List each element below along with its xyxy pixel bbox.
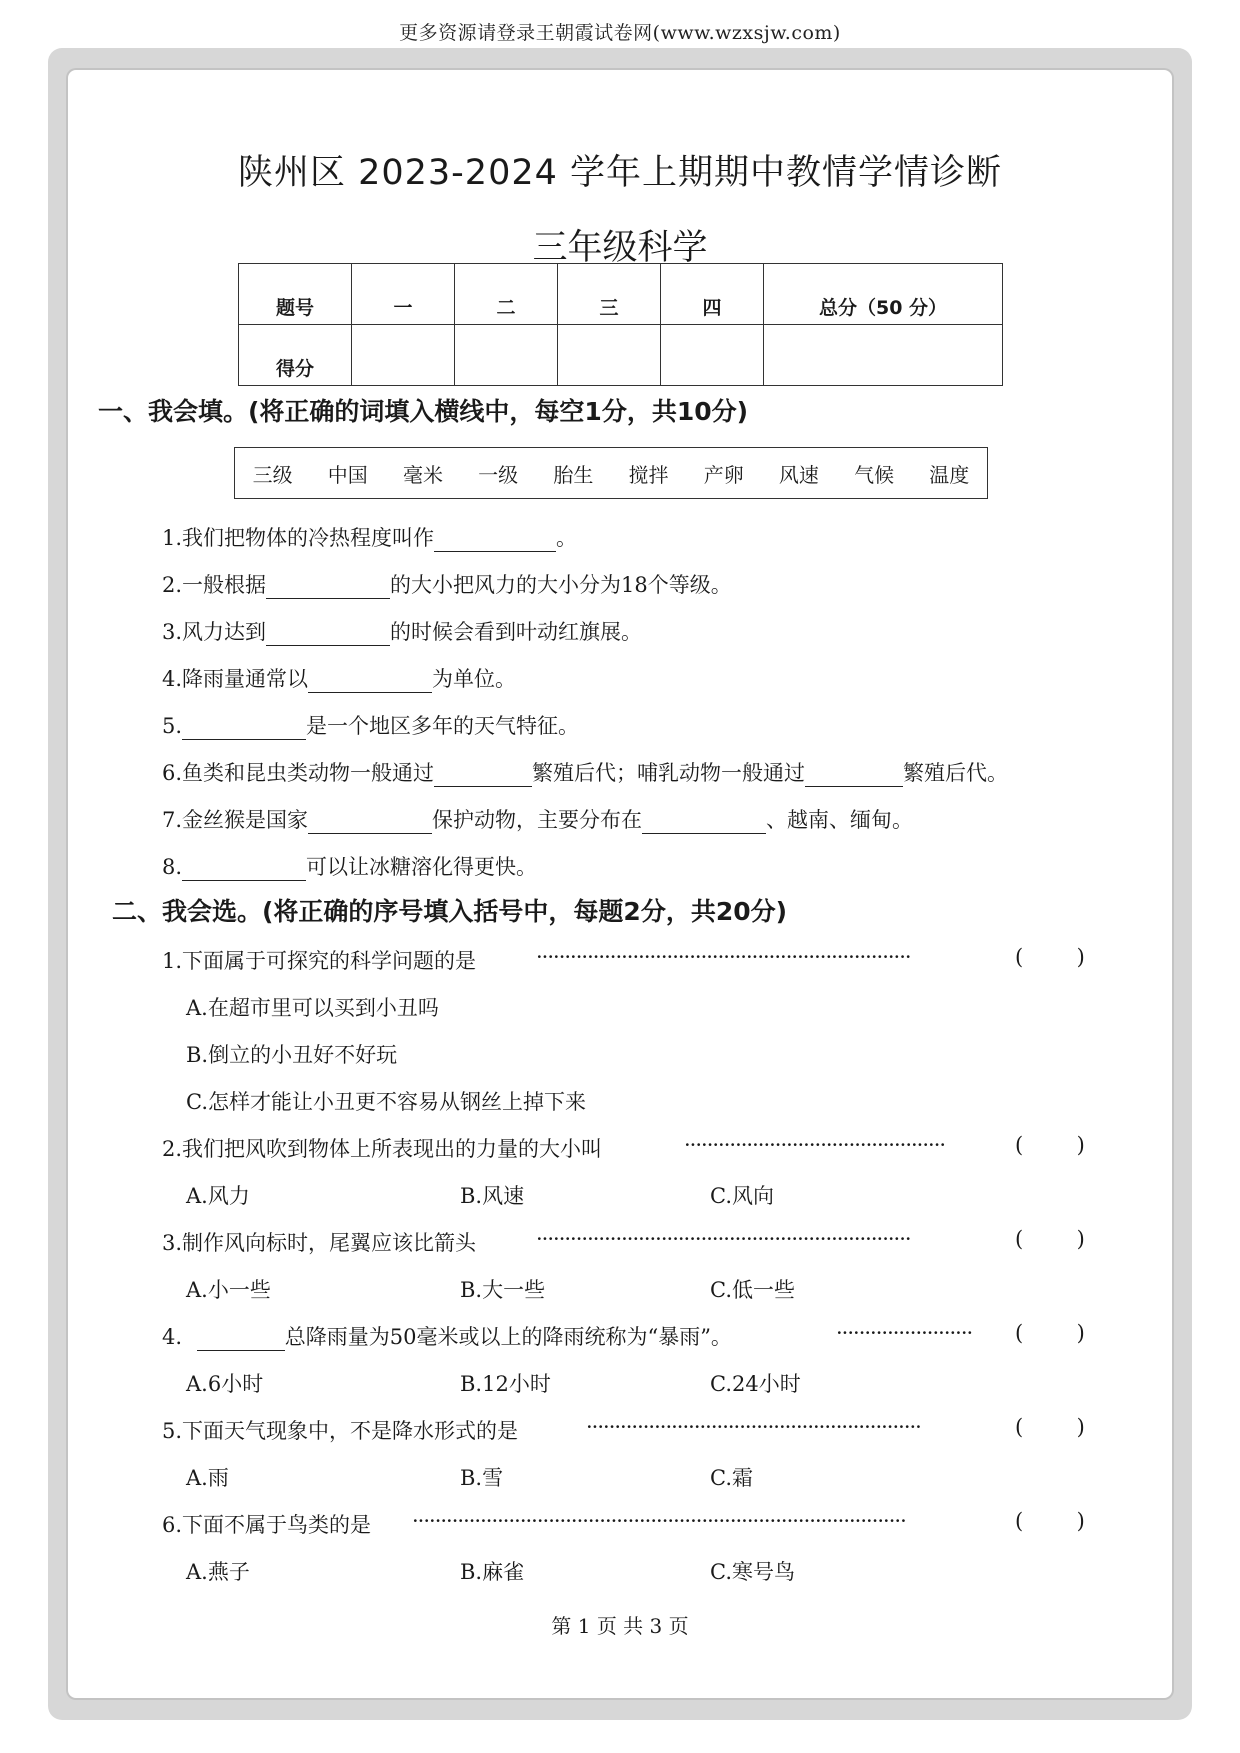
score-header-cell: 总分（50 分） bbox=[764, 264, 1003, 325]
score-header-cell: 四 bbox=[661, 264, 764, 325]
choice-option[interactable]: C.24小时 bbox=[710, 1372, 801, 1396]
choice-question-5: 5.下面天气现象中，不是降水形式的是 bbox=[162, 1419, 519, 1443]
word-bank-item: 毫米 bbox=[402, 462, 443, 487]
score-cell[interactable] bbox=[558, 325, 661, 386]
choice-question-1: 1.下面属于可探究的科学问题的是 bbox=[162, 949, 477, 973]
choice-option[interactable]: C.风向 bbox=[710, 1184, 774, 1208]
score-header-cell: 题号 bbox=[239, 264, 352, 325]
choice-option[interactable]: B.大一些 bbox=[460, 1278, 546, 1302]
score-row-label: 得分 bbox=[239, 325, 352, 386]
word-bank bbox=[234, 447, 988, 499]
leader-dots: ··························································· bbox=[586, 1415, 921, 1439]
word-bank-item: 胎生 bbox=[553, 462, 594, 487]
fill-question-8 bbox=[162, 851, 537, 881]
score-cell[interactable] bbox=[352, 325, 455, 386]
answer-blank[interactable] bbox=[308, 810, 432, 834]
question-text: 、越南、缅甸。 bbox=[766, 808, 914, 832]
fill-question-2 bbox=[162, 569, 732, 599]
answer-blank[interactable] bbox=[197, 1327, 285, 1351]
fill-question-4 bbox=[162, 663, 516, 693]
choice-option[interactable]: B.雪 bbox=[460, 1466, 504, 1490]
word-bank-item: 气候 bbox=[854, 462, 895, 487]
fill-question-1 bbox=[162, 522, 577, 552]
question-text: 繁殖后代。 bbox=[903, 761, 1009, 785]
answer-blank[interactable] bbox=[434, 528, 556, 552]
question-text: 1.我们把物体的冷热程度叫作 bbox=[162, 526, 435, 550]
section2-heading: 二、我会选。(将正确的序号填入括号中，每题2分，共20分) bbox=[112, 897, 788, 926]
question-text: 4.降雨量通常以 bbox=[162, 667, 309, 691]
choice-question-6: 6.下面不属于鸟类的是 bbox=[162, 1513, 372, 1537]
question-text: 为单位。 bbox=[432, 667, 517, 691]
question-text: 繁殖后代；哺乳动物一般通过 bbox=[532, 761, 806, 785]
exam-subtitle: 三年级科学 bbox=[532, 228, 708, 268]
word-bank-item: 产卵 bbox=[703, 462, 744, 487]
fill-question-3 bbox=[162, 616, 642, 646]
fill-question-6 bbox=[162, 757, 1008, 787]
answer-paren[interactable]: ( ) bbox=[1015, 1415, 1085, 1439]
score-header-cell: 一 bbox=[352, 264, 455, 325]
score-cell[interactable] bbox=[661, 325, 764, 386]
score-header-cell: 二 bbox=[455, 264, 558, 325]
answer-paren[interactable]: ( ) bbox=[1015, 1133, 1085, 1157]
page-footer: 第 1 页 共 3 页 bbox=[551, 1614, 689, 1638]
question-text: 是一个地区多年的天气特征。 bbox=[306, 714, 580, 738]
score-table bbox=[238, 263, 1003, 386]
score-cell[interactable] bbox=[455, 325, 558, 386]
question-text: 6.鱼类和昆虫类动物一般通过 bbox=[162, 761, 435, 785]
word-bank-item: 三级 bbox=[252, 462, 293, 487]
question-text: 5. bbox=[162, 714, 183, 738]
choice-option[interactable]: B.倒立的小丑好不好玩 bbox=[186, 1043, 398, 1067]
answer-paren[interactable]: ( ) bbox=[1015, 1321, 1085, 1345]
leader-dots: ·············································· bbox=[684, 1133, 946, 1157]
leader-dots: ·································································· bbox=[536, 945, 911, 969]
choice-option[interactable]: A.燕子 bbox=[186, 1560, 250, 1584]
question-text: 保护动物，主要分布在 bbox=[432, 808, 643, 832]
exam-title: 陕州区 2023-2024 学年上期期中教情学情诊断 bbox=[237, 153, 1003, 193]
word-bank-item: 温度 bbox=[929, 462, 970, 487]
choice-option[interactable]: A.雨 bbox=[186, 1466, 229, 1490]
question-text: 可以让冰糖溶化得更快。 bbox=[306, 855, 538, 879]
choice-option[interactable]: C.怎样才能让小丑更不容易从钢丝上掉下来 bbox=[186, 1090, 586, 1114]
question-text: 的大小把风力的大小分为18个等级。 bbox=[390, 573, 732, 597]
answer-blank[interactable] bbox=[182, 716, 306, 740]
choice-option[interactable]: B.风速 bbox=[460, 1184, 525, 1208]
choice-option[interactable]: B.12小时 bbox=[460, 1372, 551, 1396]
question-text: 的时候会看到叶动红旗展。 bbox=[390, 620, 643, 644]
word-bank-item: 搅拌 bbox=[628, 462, 669, 487]
answer-blank[interactable] bbox=[266, 622, 390, 646]
answer-paren[interactable]: ( ) bbox=[1015, 945, 1085, 969]
score-cell[interactable] bbox=[764, 325, 1003, 386]
question-text: 8. bbox=[162, 855, 183, 879]
answer-paren[interactable]: ( ) bbox=[1015, 1509, 1085, 1533]
choice-option[interactable]: C.霜 bbox=[710, 1466, 753, 1490]
choice-question-4 bbox=[162, 1321, 732, 1351]
answer-blank[interactable] bbox=[308, 669, 432, 693]
word-bank-item: 风速 bbox=[778, 462, 819, 487]
question-text: 3.风力达到 bbox=[162, 620, 267, 644]
choice-option[interactable]: A.6小时 bbox=[186, 1372, 264, 1396]
answer-blank[interactable] bbox=[266, 575, 390, 599]
question-text: 7.金丝猴是国家 bbox=[162, 808, 309, 832]
choice-option[interactable]: B.麻雀 bbox=[460, 1560, 525, 1584]
fill-question-5 bbox=[162, 710, 579, 740]
question-text: 2.一般根据 bbox=[162, 573, 267, 597]
question-number: 4. bbox=[162, 1325, 183, 1349]
choice-option[interactable]: A.风力 bbox=[186, 1184, 250, 1208]
choice-option[interactable]: A.在超市里可以买到小丑吗 bbox=[186, 996, 439, 1020]
answer-blank[interactable] bbox=[434, 763, 532, 787]
leader-dots: ······················································································· bbox=[412, 1509, 906, 1533]
score-header-cell: 三 bbox=[558, 264, 661, 325]
section1-heading: 一、我会填。(将正确的词填入横线中，每空1分，共10分) bbox=[98, 397, 749, 426]
choice-option[interactable]: C.寒号鸟 bbox=[710, 1560, 795, 1584]
fill-question-7 bbox=[162, 804, 913, 834]
question-text: 。 bbox=[556, 526, 578, 550]
leader-dots: ·································································· bbox=[536, 1227, 911, 1251]
question-text: 总降雨量为50毫米或以上的降雨统称为“暴雨”。 bbox=[284, 1325, 732, 1349]
leader-dots: ························ bbox=[836, 1321, 973, 1345]
answer-blank[interactable] bbox=[182, 857, 306, 881]
choice-question-3: 3.制作风向标时，尾翼应该比箭头 bbox=[162, 1231, 477, 1255]
answer-blank[interactable] bbox=[805, 763, 903, 787]
answer-paren[interactable]: ( ) bbox=[1015, 1227, 1085, 1251]
site-note: 更多资源请登录王朝霞试卷网(www.wzxsjw.com) bbox=[399, 22, 841, 44]
word-bank-item: 一级 bbox=[478, 462, 519, 487]
answer-blank[interactable] bbox=[642, 810, 766, 834]
choice-option[interactable]: C.低一些 bbox=[710, 1278, 795, 1302]
choice-question-2: 2.我们把风吹到物体上所表现出的力量的大小叫 bbox=[162, 1137, 603, 1161]
choice-option[interactable]: A.小一些 bbox=[186, 1278, 271, 1302]
word-bank-item: 中国 bbox=[327, 462, 368, 487]
